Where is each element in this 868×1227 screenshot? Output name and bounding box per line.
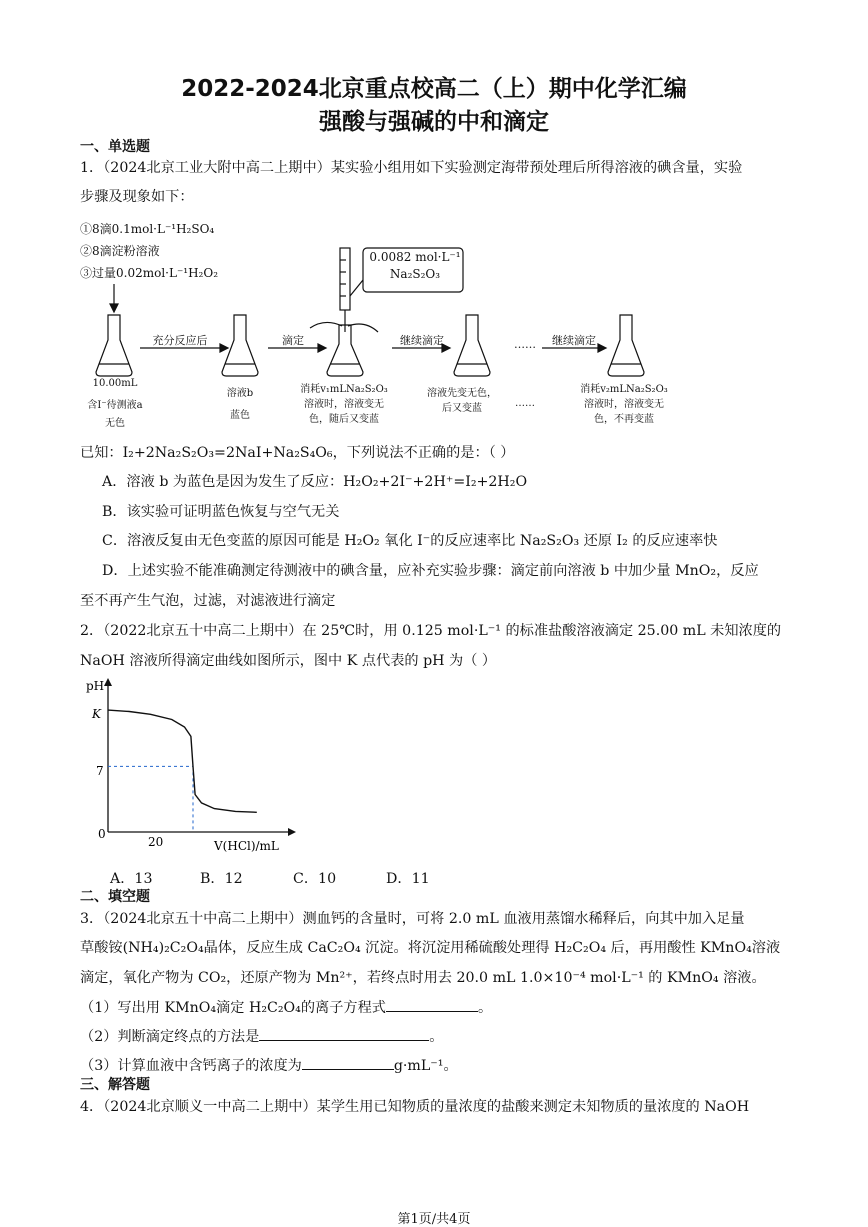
page-title-1: 2022-2024北京重点校高二（上）期中化学汇编 — [181, 76, 687, 102]
page-footer: 第1页/共4页 — [397, 1212, 471, 1227]
section-heading-fill-blank: 二、填空题 — [80, 889, 150, 905]
titration-curve — [108, 710, 257, 812]
flask-4 — [454, 315, 490, 376]
flask-caption: 10.00mL — [92, 378, 138, 389]
flask-2 — [222, 315, 258, 376]
q1-step: ③过量0.02mol·L⁻¹H₂O₂ — [80, 266, 219, 280]
q2-option-b: B．12 — [200, 871, 243, 887]
y-tick-7: 7 — [96, 764, 104, 778]
q1-option-d: D．上述实验不能准确测定待测液中的碘含量，应补充实验步骤：滴定前向溶液 b 中加少量 MnO₂，反应 — [102, 563, 759, 579]
flask-caption: …… — [515, 398, 535, 409]
q1-option-c: C．溶液反复由无色变蓝的原因可能是 H₂O₂ 氧化 I⁻的反应速率比 Na₂S₂O₃ 还原 I₂ 的反应速率快 — [102, 533, 718, 549]
y-axis-label: pH — [86, 679, 105, 693]
arrow-label: 充分反应后 — [152, 334, 208, 347]
titration-curve-chart — [80, 676, 310, 856]
arrow-label: 继续滴定 — [400, 334, 444, 347]
q1-step: ①8滴0.1mol·L⁻¹H₂SO₄ — [80, 222, 215, 236]
q2-stem: NaOH 溶液所得滴定曲线如图所示，图中 K 点代表的 pH 为（ ） — [80, 653, 497, 669]
q2-option-c: C．10 — [293, 871, 337, 887]
flask-caption: 溶液先变无色， — [427, 388, 497, 399]
answer-blank[interactable] — [302, 1057, 394, 1070]
q1-known: 已知：I₂+2Na₂S₂O₃=2NaI+Na₂S₄O₆，下列说法不正确的是：（ ） — [80, 445, 515, 461]
flask-caption: 溶液b — [226, 388, 254, 399]
arrow-label: 滴定 — [282, 334, 304, 347]
q3-stem: 3．（2024北京五十中高二上期中）测血钙的含量时，可将 2.0 mL 血液用蒸馏水稀释后，向其中加入足量 — [80, 911, 745, 927]
x-tick-20: 20 — [148, 835, 164, 849]
arrow-label: …… — [514, 338, 536, 351]
q3-sub3: （3）计算血液中含钙离子的浓度为 g·mL⁻¹。 — [80, 1058, 458, 1074]
q3-stem: 草酸铵(NH₄)₂C₂O₄晶体，反应生成 CaC₂O₄ 沉淀。将沉淀用稀硫酸处理得 H₂C₂O₄ 后，再用酸性 KMnO₄溶液 — [80, 940, 781, 956]
answer-blank[interactable] — [259, 1028, 429, 1041]
section-heading-single-choice: 一、单选题 — [80, 139, 150, 155]
flask-caption: 后又变蓝 — [442, 403, 482, 414]
arrowhead — [110, 304, 118, 312]
q2-stem: 2．（2022北京五十中高二上期中）在 25℃时，用 0.125 mol·L⁻¹ 的标准盐酸溶液滴定 25.00 mL 未知浓度的 — [80, 623, 782, 639]
burette-label: Na₂S₂O₃ — [389, 267, 441, 281]
flask-caption: 消耗v₂mLNa₂S₂O₃ — [580, 384, 668, 395]
q1-option-b: B．该实验可证明蓝色恢复与空气无关 — [102, 504, 340, 520]
q2-option-a: A．13 — [110, 871, 153, 887]
arrow-label: 继续滴定 — [552, 334, 596, 347]
q1-step: ②8滴淀粉溶液 — [80, 244, 160, 258]
flask-caption: 含I⁻待测液a — [87, 400, 143, 411]
flask-3 — [327, 325, 363, 376]
x-axis-label: V(HCl)/mL — [214, 839, 279, 853]
q1-stem: 步骤及现象如下： — [80, 189, 194, 205]
flask-caption: 溶液时，溶液变无 — [584, 399, 664, 410]
y-tick-k: K — [92, 707, 101, 721]
burette — [340, 248, 350, 310]
burette-label: 0.0082 mol·L⁻¹ — [369, 250, 461, 264]
q3-stem: 滴定，氧化产物为 CO₂，还原产物为 Mn²⁺，若终点时用去 20.0 mL 1.0×10⁻⁴ mol·L⁻¹ 的 KMnO₄ 溶液。 — [80, 970, 766, 986]
q2-option-d: D．11 — [386, 871, 430, 887]
y-axis-arrow — [104, 678, 112, 686]
flask-5 — [608, 315, 644, 376]
flask-caption: 消耗v₁mLNa₂S₂O₃ — [300, 384, 388, 395]
flask-caption: 色，不再变蓝 — [594, 414, 654, 425]
flask-caption: 无色 — [105, 418, 125, 429]
x-axis-arrow — [288, 828, 296, 836]
flask-1 — [96, 315, 132, 376]
flask-caption: 蓝色 — [230, 410, 250, 421]
q1-option-a: A．溶液 b 为蓝色是因为发生了反应：H₂O₂+2I⁻+2H⁺=I₂+2H₂O — [102, 474, 528, 490]
x-tick-0: 0 — [98, 827, 106, 841]
q1-option-d-cont: 至不再产生气泡，过滤，对滤液进行滴定 — [80, 593, 336, 609]
page-title-2: 强酸与强碱的中和滴定 — [319, 109, 549, 135]
q3-sub1: （1）写出用 KMnO₄滴定 H₂C₂O₄的离子方程式 。 — [80, 1000, 493, 1016]
flask-caption: 色，随后又变蓝 — [309, 414, 379, 425]
q1-stem: 1．（2024北京工业大附中高二上期中）某实验小组用如下实验测定海带预处理后所得溶液的碘含量，实验 — [80, 160, 743, 176]
hand — [310, 322, 378, 332]
q4-stem: 4．（2024北京顺义一中高二上期中）某学生用已知物质的量浓度的盐酸来测定未知物质的量浓度的 NaOH — [80, 1099, 750, 1115]
q3-sub2: （2）判断滴定终点的方法是 。 — [80, 1029, 444, 1045]
flask-caption: 溶液时，溶液变无 — [304, 399, 384, 410]
answer-blank[interactable] — [386, 999, 478, 1012]
section-heading-answer: 三、解答题 — [80, 1077, 150, 1093]
